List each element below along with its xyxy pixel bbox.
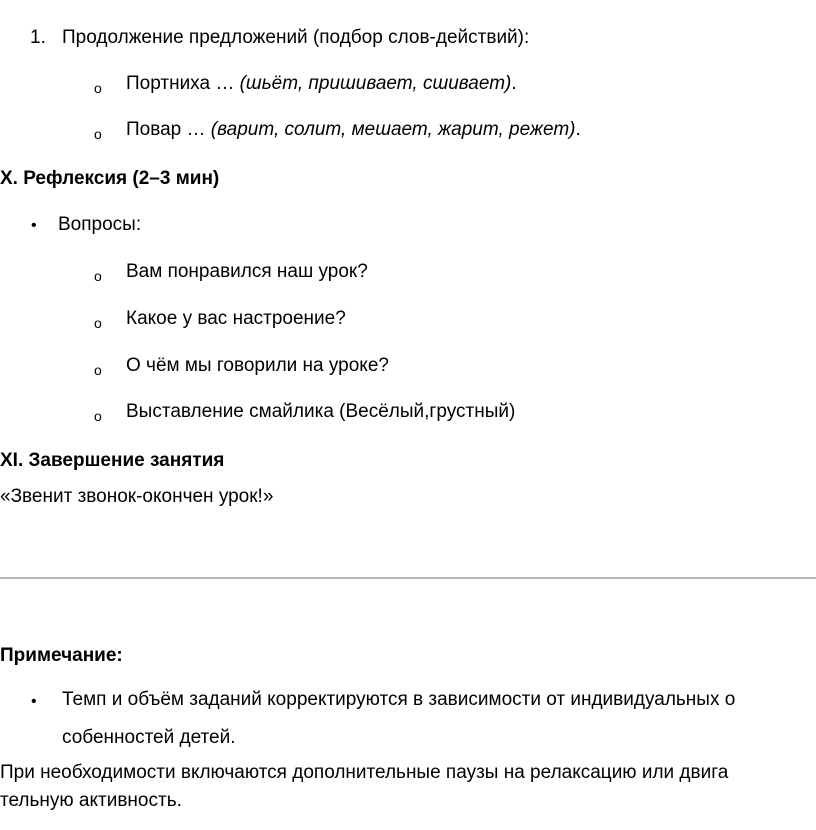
horizontal-divider: [0, 577, 816, 579]
sub-item-lead: Портниха …: [126, 73, 240, 94]
question-item: О чём мы говорили на уроке?: [126, 355, 389, 376]
disc-bullet-icon: •: [31, 693, 37, 710]
question-item: Выставление смайлика (Весёлый,грустный): [126, 401, 516, 422]
circle-bullet-icon: o: [94, 268, 102, 284]
circle-bullet-icon: o: [94, 80, 102, 96]
disc-bullet-icon: •: [31, 217, 37, 234]
note-paragraph-line-2: тельную активность.: [0, 790, 182, 811]
circle-bullet-icon: o: [94, 315, 102, 331]
list-item-1-text: Продолжение предложений (подбор слов-действий):: [62, 27, 530, 48]
circle-bullet-icon: o: [94, 408, 102, 424]
note-heading: Примечание:: [0, 645, 123, 666]
sub-item-italic: (варит, солит, мешает, жарит, режет): [210, 119, 576, 140]
question-item: Вам понравился наш урок?: [126, 261, 368, 282]
sub-item-tailor: [126, 72, 517, 96]
note-paragraph-line-1: При необходимости включаются дополнительные паузы на релаксацию или двига: [0, 762, 729, 783]
sub-item-italic: (шьёт, пришивает, сшивает): [239, 73, 512, 94]
circle-bullet-icon: o: [94, 126, 102, 142]
section-heading-reflection: X. Рефлексия (2–3 мин): [0, 168, 220, 189]
sub-item-tail: .: [511, 73, 517, 94]
sub-item-lead: Повар …: [126, 119, 211, 140]
question-item: Какое у вас настроение?: [126, 308, 346, 329]
closing-phrase: «Звенит звонок-окончен урок!»: [0, 486, 274, 507]
section-heading-conclusion: XI. Завершение занятия: [0, 450, 225, 471]
circle-bullet-icon: o: [94, 362, 102, 378]
note-bullet-line-1: Темп и объём заданий корректируются в зависимости от индивидуальных о: [62, 689, 736, 710]
bullet-questions: Вопросы:: [58, 214, 142, 235]
list-number-1: 1.: [30, 27, 46, 48]
sub-item-tail: .: [575, 119, 581, 140]
note-bullet-line-2: собенностей детей.: [62, 727, 236, 748]
sub-item-cook: [126, 118, 581, 142]
